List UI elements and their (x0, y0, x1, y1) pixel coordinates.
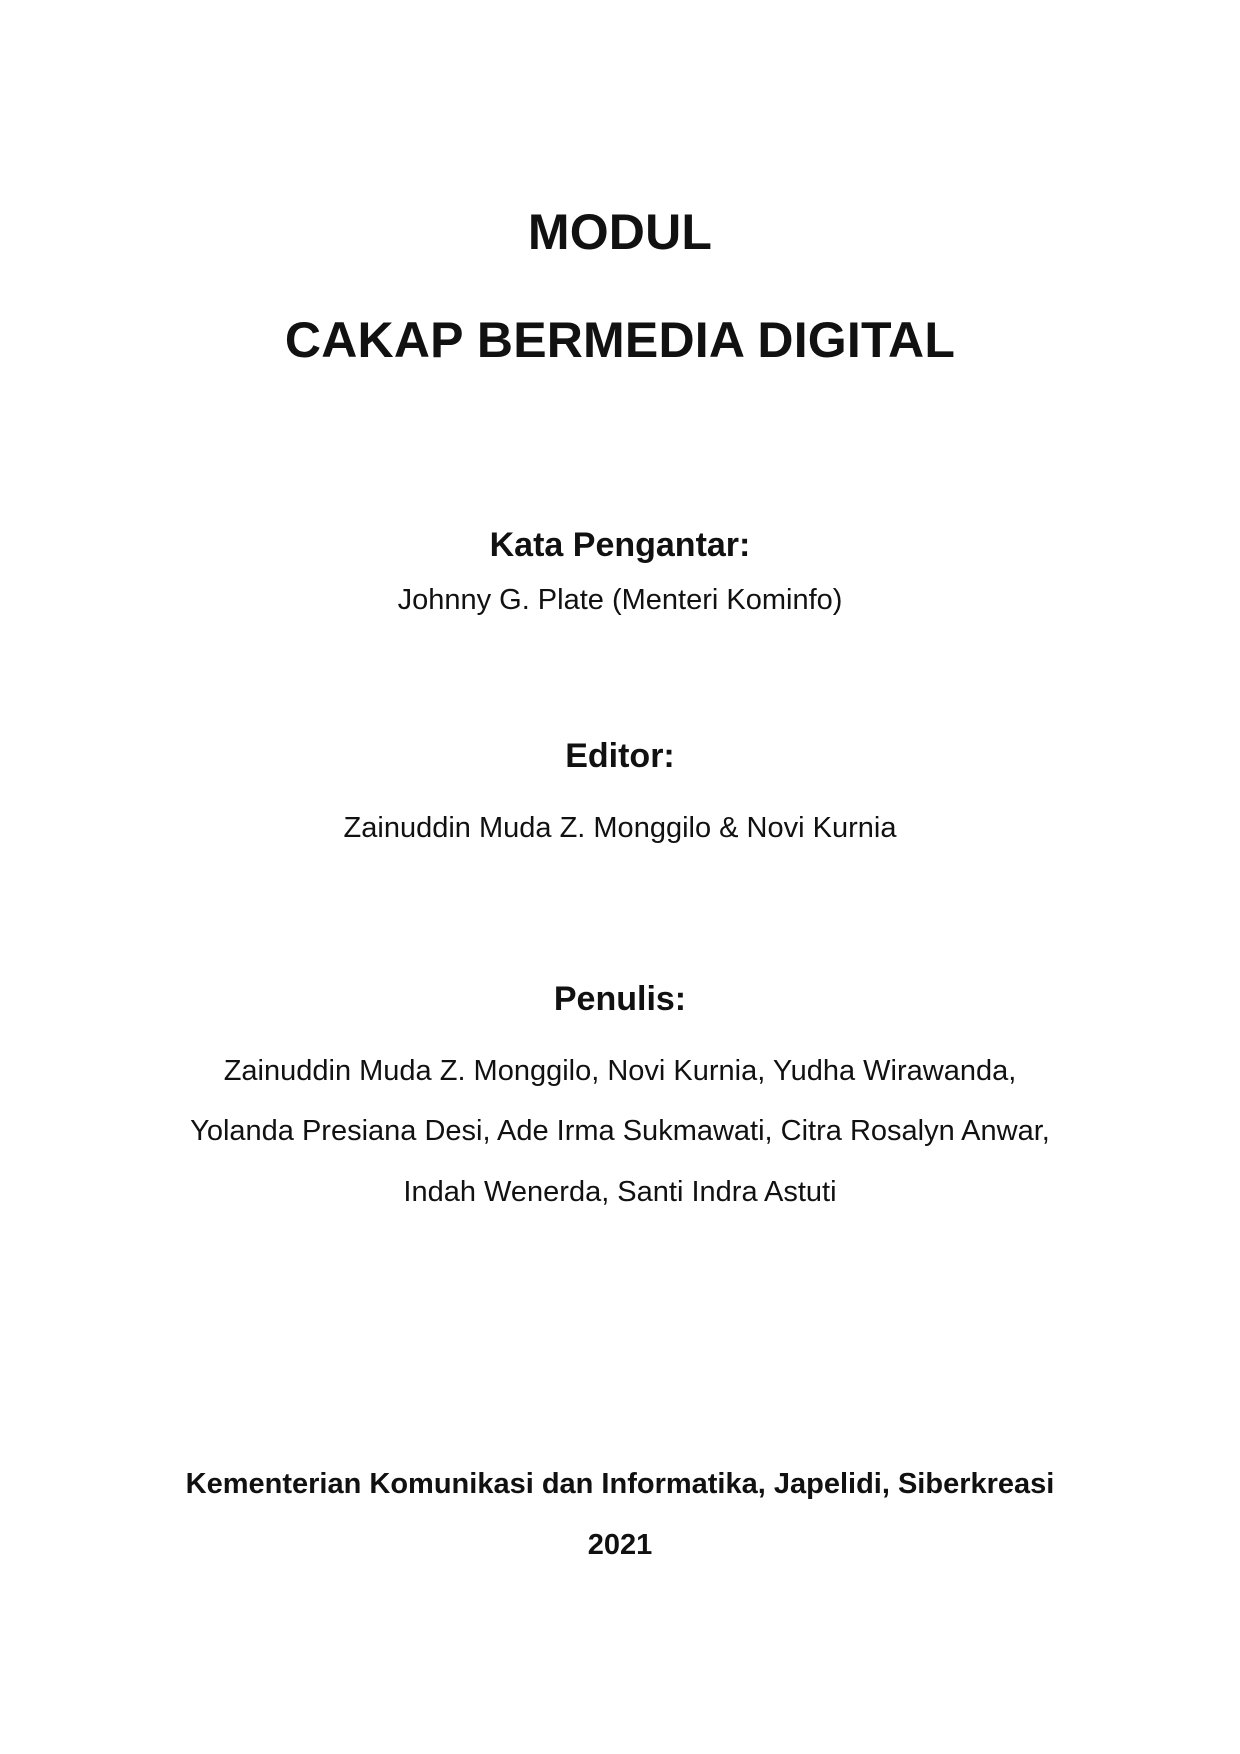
publication-year: 2021 (587, 1529, 653, 1561)
editor-heading: Editor: (565, 737, 675, 775)
authors-line: Indah Wenerda, Santi Indra Astuti (403, 1176, 837, 1208)
foreword-heading: Kata Pengantar: (489, 526, 751, 564)
authors-heading: Penulis: (553, 980, 687, 1018)
authors-line: Zainuddin Muda Z. Monggilo, Novi Kurnia, Yudha Wirawanda, (223, 1055, 1017, 1087)
publisher-name: Kementerian Komunikasi dan Informatika, Japelidi, Siberkreasi (185, 1468, 1055, 1500)
foreword-author: Johnny G. Plate (Menteri Kominfo) (397, 584, 843, 616)
document-title: CAKAP BERMEDIA DIGITAL (284, 312, 956, 368)
authors-line: Yolanda Presiana Desi, Ade Irma Sukmawati, Citra Rosalyn Anwar, (190, 1115, 1050, 1147)
editor-names: Zainuddin Muda Z. Monggilo & Novi Kurnia (343, 812, 897, 844)
module-label: MODUL (527, 204, 713, 260)
